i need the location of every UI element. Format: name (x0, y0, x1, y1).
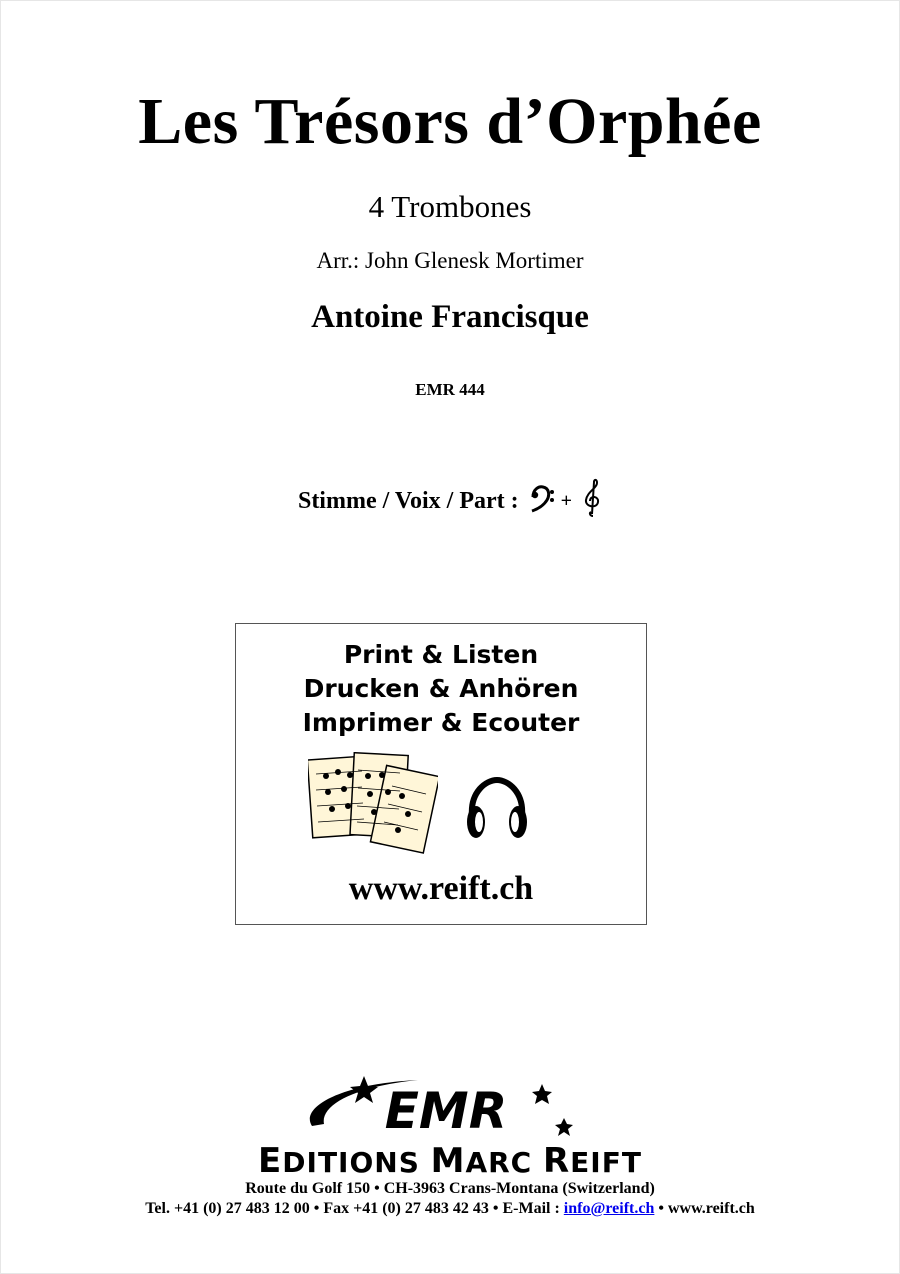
parts-line (0, 478, 900, 525)
email-link[interactable]: info@reift.ch (563, 1200, 655, 1217)
composer: Antoine Francisque (311, 299, 589, 335)
headphones-icon (462, 774, 532, 849)
publisher-initial-e: E (258, 1141, 283, 1181)
publisher-word-editions: DITIONS (282, 1146, 431, 1179)
catalog-number: EMR 444 (415, 380, 485, 399)
treble-clef-icon (582, 478, 602, 525)
promo-line-fr: Imprimer & Ecouter (302, 708, 580, 737)
parts-label: Stimme / Voix / Part : (297, 488, 519, 514)
promo-website-link[interactable]: www.reift.ch (348, 870, 534, 907)
publisher-initial-m: M (430, 1141, 466, 1181)
arranger: Arr.: John Glenesk Mortimer (316, 248, 584, 273)
publisher-initial-r: R (542, 1141, 571, 1181)
promo-line-en: Print & Listen (343, 640, 539, 669)
publisher-word-reift: EIFT (570, 1146, 642, 1179)
print-listen-box[interactable] (235, 623, 647, 925)
parts-plus: + (560, 490, 573, 512)
sheet-music-icon (308, 752, 438, 859)
contact-phone-fax: Tel. +41 (0) 27 483 12 00 • Fax +41 (0) 27 483 42 43 • E-Mail : (145, 1200, 560, 1217)
promo-line-de: Drucken & Anhören (303, 674, 579, 703)
logo-text: EMR (384, 1082, 508, 1140)
publisher-contact (0, 1200, 900, 1218)
publisher-address: Route du Golf 150 • CH-3963 Crans-Montana (Switzerland) (245, 1180, 655, 1197)
publisher-word-marc: ARC (465, 1146, 543, 1179)
page-title: Les Trésors d’Orphée (138, 85, 762, 158)
bass-clef-icon (529, 483, 555, 520)
emr-logo (298, 1074, 598, 1145)
publisher-name (0, 1141, 900, 1181)
contact-website[interactable]: • www.reift.ch (658, 1200, 755, 1217)
instrumentation: 4 Trombones (368, 189, 532, 224)
